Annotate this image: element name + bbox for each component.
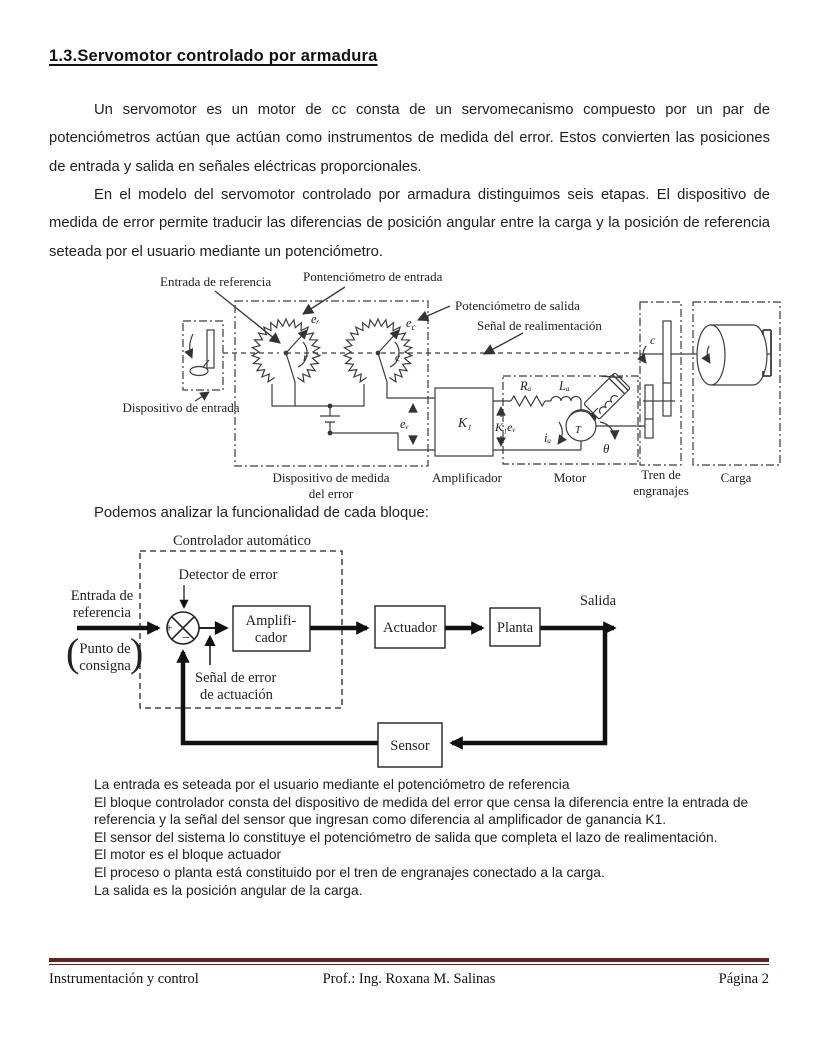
footer-course: Instrumentación y control: [49, 971, 199, 987]
footer-rule: [49, 958, 769, 965]
label-tren-1: Tren de: [641, 467, 681, 482]
error-bridge-wiring: [272, 382, 435, 450]
note-line: El proceso o planta está constituido por el tren de engranajes conectado a la carga.: [94, 864, 605, 880]
label-detector-error: Detector de error: [178, 567, 278, 583]
label-amplificador-2: cador: [254, 630, 288, 646]
footer-page-number: Página 2: [718, 971, 769, 987]
block-notes: [94, 776, 798, 899]
label-entrada-2: referencia: [73, 605, 131, 621]
label-potenciometro-salida: Potenciómetro de salida: [455, 298, 580, 313]
label-sensor: Sensor: [390, 738, 430, 754]
analysis-intro: Podemos analizar la funcionalidad de cada bloque:: [94, 505, 429, 521]
label-c-angle: c: [395, 350, 401, 364]
note-line: El bloque controlador consta del dispositivo de medida del error que censa la diferencia entre la entrada de referencia y la señal del sensor que ingresan como diferencia al amplificador de ganancia K1.: [94, 794, 749, 828]
label-potenciometro-entrada: Pontenciómetro de entrada: [303, 269, 443, 284]
label-actuador: Actuador: [383, 620, 437, 636]
label-dispositivo-medida-2: del error: [308, 486, 354, 501]
label-ev: eᵥ: [400, 417, 410, 431]
label-entrada-referencia: Entrada de referencia: [160, 274, 272, 289]
label-torque: T: [575, 425, 581, 436]
label-motor: Motor: [553, 470, 587, 485]
note-line: El motor es el bloque actuador: [94, 847, 282, 863]
label-amplificador: Amplificador: [431, 470, 503, 485]
summing-plus-sign: +: [165, 620, 173, 635]
section-heading: 1.3.Servomotor controlado por armadura: [49, 47, 378, 65]
note-line: La salida es la posición angular de la carga.: [94, 882, 363, 898]
label-ec: $e_c$: [406, 316, 416, 332]
label-senal-realimentacion: Señal de realimentación: [477, 318, 602, 333]
summing-minus-sign: −: [182, 631, 190, 646]
label-ia: iₐ: [544, 431, 552, 445]
label-planta: Planta: [496, 620, 534, 636]
label-theta: θ: [603, 441, 610, 456]
label-k1: K₁: [458, 415, 472, 430]
label-controlador-automatico: Controlador automático: [172, 535, 312, 549]
label-c-gear: c: [650, 333, 656, 347]
servo-schematic-figure: [103, 264, 795, 511]
label-senal-error-2: de actuación: [200, 687, 273, 703]
label-la: Lₐ: [559, 379, 570, 393]
load-block: [693, 302, 780, 465]
paragraph-intro: Un servomotor es un motor de cc consta de un servomecanismo compuesto por un par de potenciómetros actúan que actúan como instrumentos de medida del error. Estos convierten las posiciones de entrada y salida en señales eléctricas proporcionales.: [49, 102, 770, 175]
output-potentiometer-ring: [344, 319, 412, 382]
label-tren-2: engranajes: [633, 483, 689, 498]
label-ra: Rₐ: [520, 379, 532, 393]
paren-close: ): [130, 630, 144, 675]
control-block-diagram-figure: [62, 535, 642, 780]
label-dispositivo-medida-1: Dispositivo de medida: [272, 470, 390, 485]
label-er: eᵣ: [311, 312, 320, 326]
note-line: El sensor del sistema lo constituye el potenciómetro de salida que completa el lazo de realimentación.: [94, 829, 718, 845]
label-carga: Carga: [720, 470, 752, 485]
inductor-la: [551, 397, 581, 402]
label-r-angle: r: [303, 350, 308, 364]
label-punto-2: consigna: [79, 658, 131, 674]
label-amplificador-1: Amplifi-: [245, 613, 297, 629]
label-senal-error-1: Señal de error: [195, 670, 277, 686]
error-measuring-device: [235, 301, 435, 466]
footer-professor: Prof.: Ing. Roxana M. Salinas: [322, 971, 496, 987]
resistor-ra: [511, 396, 545, 406]
input-device: [183, 321, 279, 401]
paragraph-model: En el modelo del servomotor controlado por armadura distinguimos seis etapas. El dispositivo de medida de error permite traducir las diferencias de posición angular entre la carga y la posición de referencia seteada por el usuario mediante un potenciómetro.: [49, 187, 770, 260]
label-k1ev: K₁eᵥ: [495, 420, 516, 434]
control-block-diagram-svg: [62, 535, 642, 775]
paren-open: (: [66, 630, 80, 675]
servo-schematic-svg: [103, 264, 795, 506]
note-line: La entrada es seteada por el usuario mediante el potenciómetro de referencia: [94, 777, 570, 792]
label-punto-1: Punto de: [79, 641, 131, 657]
label-dispositivo-entrada: Dispositivo de entrada: [122, 400, 240, 415]
label-salida: Salida: [579, 593, 617, 609]
label-entrada-1: Entrada de: [70, 588, 134, 604]
